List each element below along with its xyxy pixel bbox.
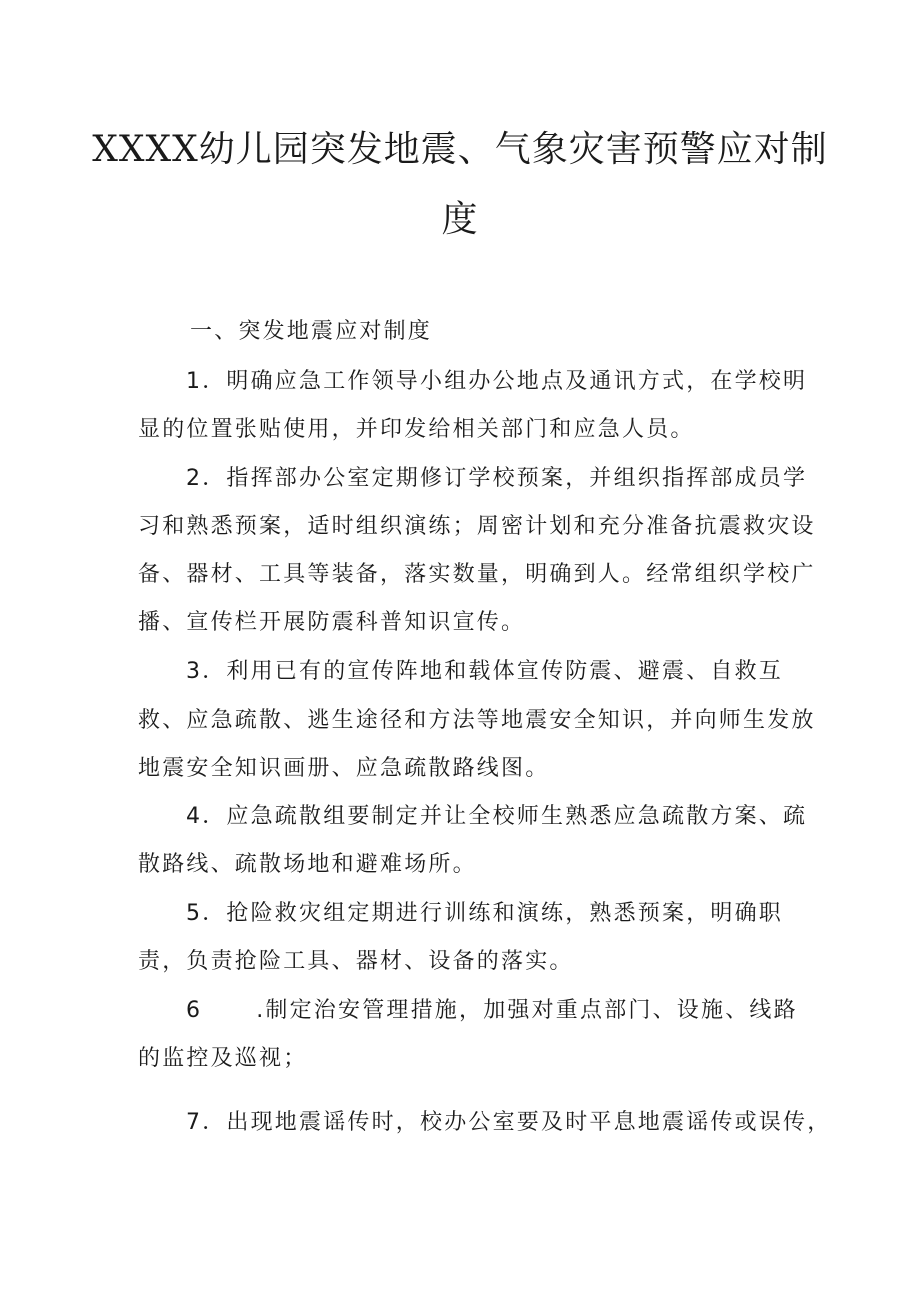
item-number: 1 (186, 369, 203, 394)
item-3-line-3: 地震安全知识画册、应急疏散路线图。 (138, 756, 550, 781)
item-2-line-1 (186, 466, 807, 492)
item-text: ．抢险救灾组定期进行训练和演练，熟悉预案，明确职 (202, 901, 784, 926)
item-4-line-1 (186, 804, 807, 830)
item-text: ．利用已有的宣传阵地和载体宣传防震、避震、自救互 (202, 659, 784, 684)
item-text: ．应急疏散组要制定并让全校师生熟悉应急疏散方案、疏 (202, 804, 808, 829)
section-heading: 一、突发地震应对制度 (190, 319, 433, 344)
item-number: 7 (186, 1110, 203, 1135)
document-title-line-1: XXXX幼儿园突发地震、气象灾害预警应对制 (92, 129, 828, 170)
item-number: 2 (186, 466, 203, 491)
item-4-line-2: 散路线、疏散场地和避难场所。 (138, 852, 477, 877)
item-2-line-3: 备、器材、工具等装备，落实数量，明确到人。经常组织学校广 (138, 562, 816, 587)
document-title-line-2: 度 (441, 199, 479, 240)
item-text: .制定治安管理措施，加强对重点部门、设施、线路 (256, 998, 798, 1023)
item-2-line-2: 习和熟悉预案，适时组织演练；周密计划和充分准备抗震救灾设 (138, 514, 816, 539)
item-5-line-2: 责，负责抢险工具、器材、设备的落实。 (138, 949, 574, 974)
item-2-line-4: 播、宣传栏开展防震科普知识宣传。 (138, 610, 526, 635)
item-number: 6 (186, 998, 203, 1023)
item-5-line-1 (186, 901, 783, 927)
item-number: 4 (186, 804, 203, 829)
item-text: ．出现地震谣传时，校办公室要及时平息地震谣传或误传， (202, 1110, 832, 1135)
item-6-line-1 (186, 998, 798, 1024)
item-1-line-1 (186, 369, 807, 395)
item-6-line-2: 的监控及巡视； (138, 1046, 308, 1071)
item-text: ．明确应急工作领导小组办公地点及通讯方式，在学校明 (202, 369, 808, 394)
item-number: 5 (186, 901, 203, 926)
item-3-line-1 (186, 659, 783, 685)
item-number: 3 (186, 659, 203, 684)
item-1-line-2: 显的位置张贴使用，并印发给相关部门和应急人员。 (138, 417, 695, 442)
item-3-line-2: 救、应急疏散、逃生途径和方法等地震安全知识，并向师生发放 (138, 708, 816, 733)
item-7-line-1 (186, 1110, 831, 1136)
item-text: ．指挥部办公室定期修订学校预案，并组织指挥部成员学 (202, 466, 808, 491)
